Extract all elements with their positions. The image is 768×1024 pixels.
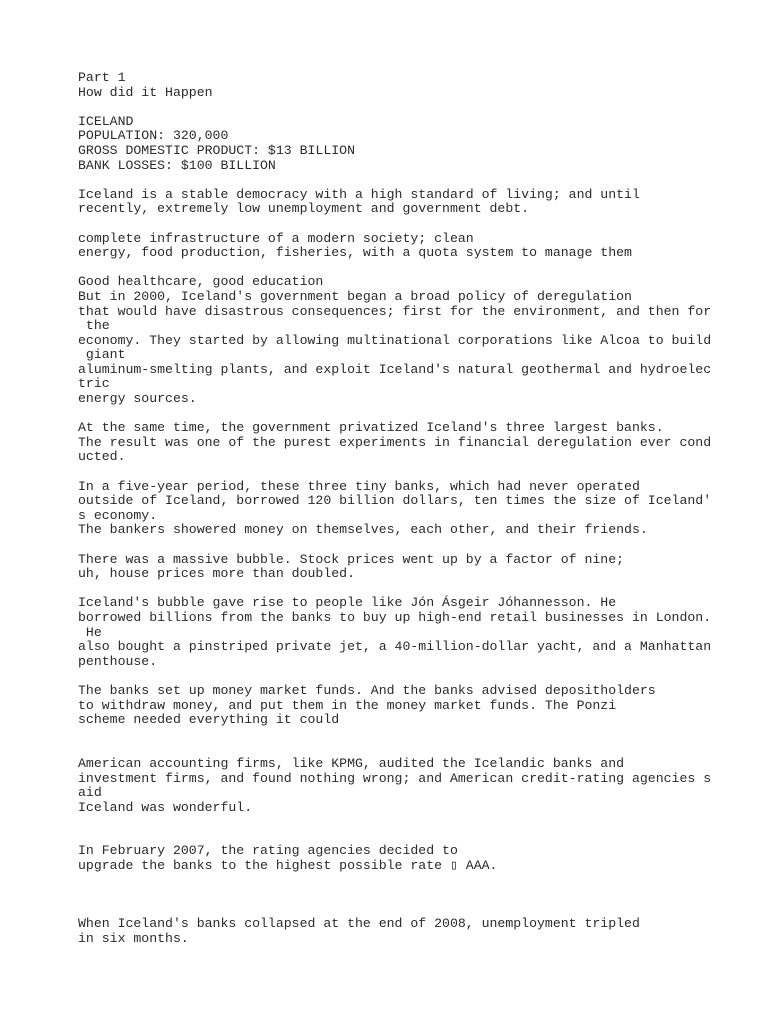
paragraph-line: to withdraw money, and put them in the money market funds. The Ponzi xyxy=(78,697,617,713)
paragraph xyxy=(78,480,718,538)
paragraph-line: also bought a pinstriped private jet, a 40-million-dollar yacht, and a Manhattan xyxy=(78,639,712,655)
spacer xyxy=(78,261,718,276)
paragraph xyxy=(78,275,718,406)
paragraph-line: s economy. xyxy=(78,507,158,523)
section-title: How did it Happen xyxy=(78,84,213,100)
paragraph-line: The result was one of the purest experiments in financial deregulation ever cond xyxy=(78,434,712,450)
bank-losses-fact: BANK LOSSES: $100 BILLION xyxy=(78,157,276,173)
paragraph-line: recently, extremely low unemployment and government debt. xyxy=(78,201,530,217)
paragraph-line: aid xyxy=(78,785,102,801)
paragraph-line: ucted. xyxy=(78,449,126,465)
paragraph-line: tric xyxy=(78,376,110,392)
paragraph-line: scheme needed everything it could xyxy=(78,712,340,728)
population-fact: POPULATION: 320,000 xyxy=(78,128,229,144)
paragraph-line: Iceland was wonderful. xyxy=(78,799,253,815)
paragraph-line: There was a massive bubble. Stock prices went up by a factor of nine; xyxy=(78,551,625,567)
paragraph-line: energy, food production, fisheries, with a quota system to manage them xyxy=(78,245,632,261)
paragraph xyxy=(78,232,718,261)
paragraph-line: At the same time, the government privatized Iceland's three largest banks. xyxy=(78,420,664,436)
spacer xyxy=(78,173,718,188)
paragraph-line: The bankers showered money on themselves, each other, and their friends. xyxy=(78,522,648,538)
paragraph-line: complete infrastructure of a modern society; clean xyxy=(78,230,474,246)
paragraph xyxy=(78,757,718,815)
paragraph-line: that would have disastrous consequences; first for the environment, and then for xyxy=(78,303,712,319)
part-label: Part 1 xyxy=(78,70,126,85)
spacer xyxy=(78,582,718,597)
paragraph xyxy=(78,188,718,217)
spacer xyxy=(78,465,718,480)
facts-block xyxy=(78,115,718,173)
paragraph xyxy=(78,596,718,669)
paragraph-line: in six months. xyxy=(78,931,189,947)
paragraph-line: economy. They started by allowing multinational corporations like Alcoa to build xyxy=(78,332,712,348)
paragraph-line: Iceland is a stable democracy with a high standard of living; and until xyxy=(78,186,640,202)
paragraph-line: upgrade the banks to the highest possible rate ▯ AAA. xyxy=(78,858,498,874)
paragraph xyxy=(78,684,718,728)
gdp-fact: GROSS DOMESTIC PRODUCT: $13 BILLION xyxy=(78,142,355,158)
paragraph-line: He xyxy=(78,624,102,640)
paragraph-line: Good healthcare, good education xyxy=(78,274,324,290)
paragraph-line: outside of Iceland, borrowed 120 billion dollars, ten times the size of Iceland' xyxy=(78,493,712,509)
spacer xyxy=(78,407,718,422)
spacer xyxy=(78,538,718,553)
country-heading: ICELAND xyxy=(78,113,134,129)
spacer xyxy=(78,874,718,918)
paragraph-line: In February 2007, the rating agencies decided to xyxy=(78,843,458,859)
spacer xyxy=(78,217,718,232)
paragraph-line: But in 2000, Iceland's government began a broad policy of deregulation xyxy=(78,288,632,304)
paragraph-line: American accounting firms, like KPMG, audited the Icelandic banks and xyxy=(78,755,625,771)
paragraph-line: penthouse. xyxy=(78,653,158,669)
paragraph-line: the xyxy=(78,318,110,334)
spacer xyxy=(78,815,718,844)
paragraph-line: energy sources. xyxy=(78,391,197,407)
paragraph-line: giant xyxy=(78,347,126,363)
paragraph-line: In a five-year period, these three tiny banks, which had never operated xyxy=(78,478,640,494)
spacer xyxy=(78,100,718,115)
paragraph xyxy=(78,553,718,582)
paragraph xyxy=(78,917,718,946)
paragraph-line: The banks set up money market funds. And the banks advised depositholders xyxy=(78,682,656,698)
document-page xyxy=(78,71,718,947)
paragraph xyxy=(78,421,718,465)
paragraph xyxy=(78,844,718,873)
spacer xyxy=(78,669,718,684)
paragraph-line: Iceland's bubble gave rise to people like Jón Ásgeir Jóhannesson. He xyxy=(78,595,617,611)
spacer xyxy=(78,728,718,757)
paragraph-line: investment firms, and found nothing wrong; and American credit-rating agencies s xyxy=(78,770,712,786)
paragraph-line: aluminum-smelting plants, and exploit Iceland's natural geothermal and hydroelec xyxy=(78,361,712,377)
paragraph-line: uh, house prices more than doubled. xyxy=(78,566,355,582)
paragraph-line: borrowed billions from the banks to buy up high-end retail businesses in London. xyxy=(78,609,712,625)
paragraph-line: When Iceland's banks collapsed at the end of 2008, unemployment tripled xyxy=(78,916,640,932)
